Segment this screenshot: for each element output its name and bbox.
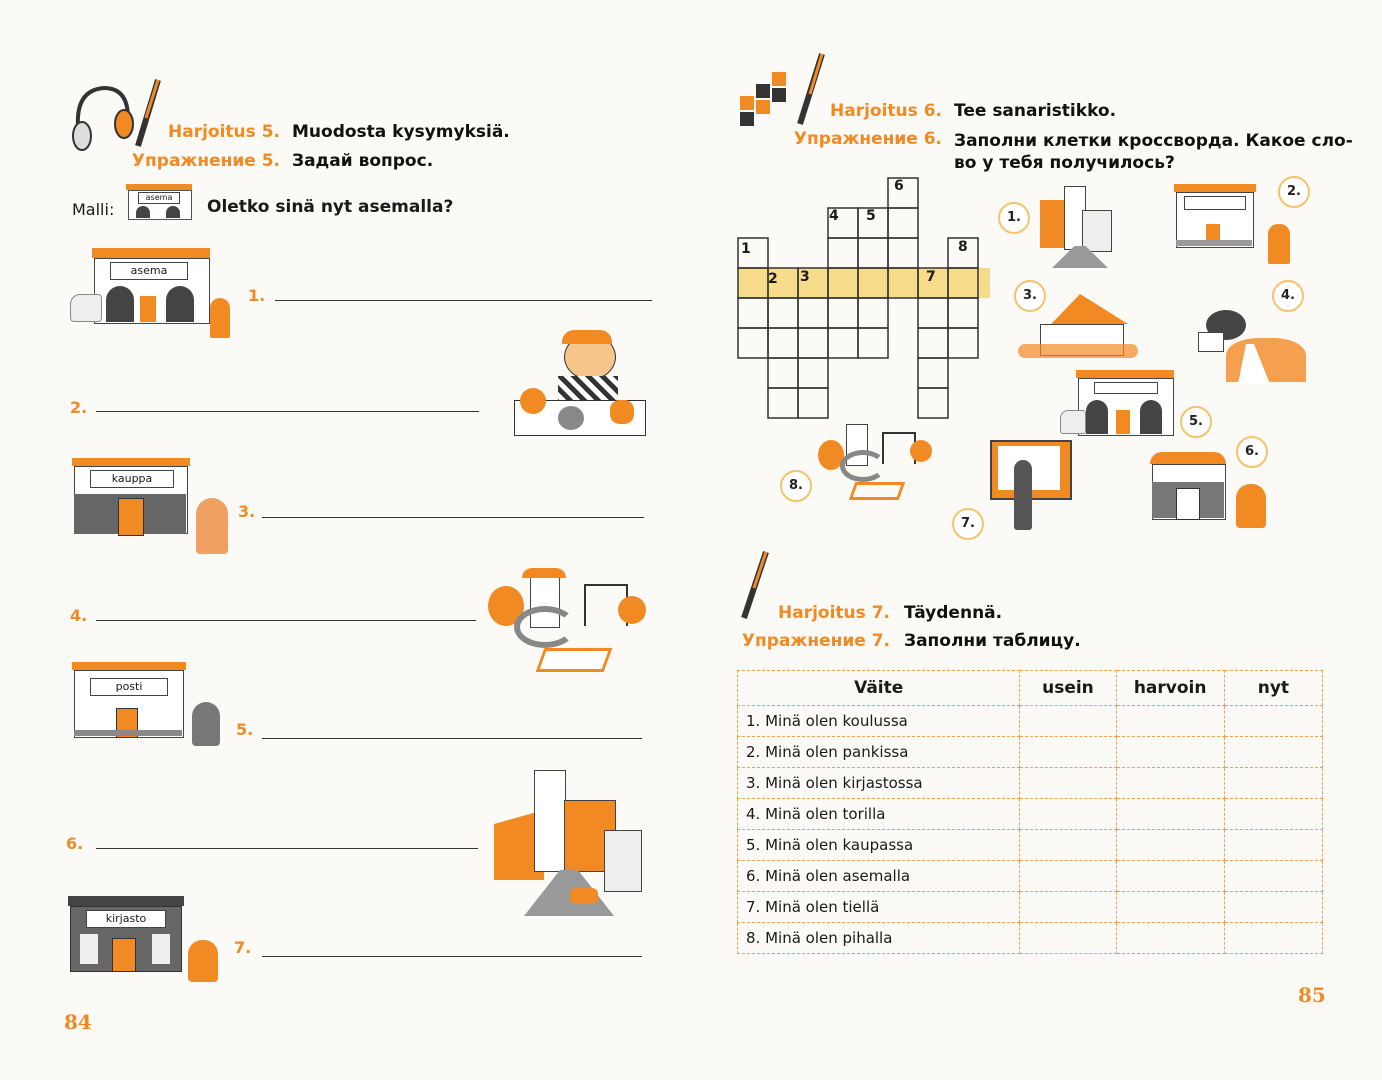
usein-cell[interactable] (1020, 892, 1116, 923)
nyt-cell[interactable] (1224, 892, 1322, 923)
crossword-playground-picture (818, 420, 934, 504)
statement-cell: 7. Minä olen tiellä (738, 892, 1020, 923)
table-row (738, 737, 1323, 768)
statement-cell: 6. Minä olen asemalla (738, 861, 1020, 892)
statement-cell: 3. Minä olen kirjastossa (738, 768, 1020, 799)
table-header-row (738, 671, 1323, 706)
item-number-2: 2. (70, 398, 88, 417)
statement-cell: 5. Minä olen kaupassa (738, 830, 1020, 861)
harvoin-cell[interactable] (1116, 799, 1224, 830)
picture-number-5: 5. (1180, 406, 1212, 438)
usein-cell[interactable] (1020, 768, 1116, 799)
harvoin-cell[interactable] (1116, 892, 1224, 923)
item-number-3: 3. (238, 502, 256, 521)
crossword-number-3: 3 (800, 269, 810, 285)
table-row (738, 706, 1323, 737)
crossword-road-picture (1196, 300, 1306, 384)
usein-cell[interactable] (1020, 923, 1116, 954)
header-usein: usein (1020, 671, 1116, 706)
picture-number-6: 6. (1236, 436, 1268, 468)
library-sign: kirjasto (86, 910, 166, 928)
page-number-right: 85 (1298, 983, 1326, 1007)
market-vendor-picture (514, 330, 644, 440)
picture-number-2: 2. (1278, 176, 1310, 208)
header-vaite: Väite (738, 671, 1020, 706)
usein-cell[interactable] (1020, 737, 1116, 768)
statement-table (737, 670, 1323, 954)
exercise5-fi-label: Harjoitus 5. (168, 122, 280, 142)
item-number-5: 5. (236, 720, 254, 739)
post-office-sign: posti (90, 678, 168, 696)
old-town-picture (494, 770, 644, 920)
exercise7-fi-label: Harjoitus 7. (778, 603, 890, 623)
item-number-4: 4. (70, 606, 88, 625)
harvoin-cell[interactable] (1116, 861, 1224, 892)
usein-cell[interactable] (1020, 830, 1116, 861)
statement-cell: 2. Minä olen pankissa (738, 737, 1020, 768)
answer-line-2[interactable] (96, 411, 479, 412)
picture-number-3: 3. (1014, 280, 1046, 312)
table-row (738, 923, 1323, 954)
playground-picture (488, 566, 648, 676)
exercise5-ru-label: Упражнение 5. (131, 151, 280, 171)
item-number-1: 1. (248, 286, 266, 305)
station-picture (70, 248, 220, 338)
crossword-station-picture (1060, 370, 1186, 436)
model-sign: asema (138, 192, 180, 204)
shop-sign: kauppa (90, 470, 174, 488)
table-row (738, 861, 1323, 892)
crossword-number-6: 6 (894, 178, 904, 194)
model-sentence: Oletko sinä nyt asemalla? (207, 197, 454, 217)
crossword-number-8: 8 (958, 239, 968, 255)
item-number-6: 6. (66, 834, 84, 853)
table-row (738, 768, 1323, 799)
model-station-picture (120, 184, 202, 220)
table-row (738, 830, 1323, 861)
exercise6-fi-text: Tee sanaristikko. (954, 101, 1117, 121)
picture-number-7: 7. (952, 508, 984, 540)
library-picture (68, 896, 234, 986)
statement-cell: 4. Minä olen torilla (738, 799, 1020, 830)
exercise5-fi-text: Muodosta kysymyksiä. (292, 122, 510, 142)
usein-cell[interactable] (1020, 799, 1116, 830)
exercise6-ru-text-1: Заполни клетки кроссворда. Какое сло- (954, 131, 1353, 151)
nyt-cell[interactable] (1224, 923, 1322, 954)
statement-cell: 8. Minä olen pihalla (738, 923, 1020, 954)
nyt-cell[interactable] (1224, 799, 1322, 830)
exercise5-ru-text: Задай вопрос. (292, 151, 434, 171)
harvoin-cell[interactable] (1116, 923, 1224, 954)
nyt-cell[interactable] (1224, 768, 1322, 799)
exercise7-ru-label: Упражнение 7. (741, 631, 890, 651)
table-row (738, 892, 1323, 923)
table-row (738, 799, 1323, 830)
harvoin-cell[interactable] (1116, 737, 1224, 768)
answer-line-6[interactable] (96, 848, 478, 849)
post-office-picture (72, 662, 236, 752)
station-sign: asema (110, 262, 188, 280)
item-number-7: 7. (234, 938, 252, 957)
crossword-town-picture (1032, 180, 1112, 270)
picture-number-1: 1. (998, 202, 1030, 234)
headphones-pen-icon (66, 78, 166, 158)
harvoin-cell[interactable] (1116, 830, 1224, 861)
nyt-cell[interactable] (1224, 830, 1322, 861)
exercise7-ru-text: Заполни таблицу. (904, 631, 1081, 651)
header-harvoin: harvoin (1116, 671, 1224, 706)
answer-line-7[interactable] (262, 956, 642, 957)
crossword-number-4: 4 (829, 208, 839, 224)
model-label: Malli: (72, 200, 115, 219)
answer-line-3[interactable] (262, 517, 644, 518)
header-nyt: nyt (1224, 671, 1322, 706)
crossword-number-7: 7 (926, 269, 936, 285)
shop-picture (72, 458, 236, 558)
exercise7-fi-text: Täydennä. (904, 603, 1003, 623)
picture-number-8: 8. (780, 470, 812, 502)
usein-cell[interactable] (1020, 861, 1116, 892)
exercise6-fi-label: Harjoitus 6. (830, 101, 942, 121)
page-number-left: 84 (64, 1010, 92, 1034)
answer-line-4[interactable] (96, 620, 476, 621)
nyt-cell[interactable] (1224, 861, 1322, 892)
exercise6-ru-label: Упражнение 6. (793, 129, 942, 149)
nyt-cell[interactable] (1224, 737, 1322, 768)
crossword-number-1: 1 (741, 241, 751, 257)
crossword-number-2: 2 (768, 271, 778, 287)
answer-line-1[interactable] (275, 300, 652, 301)
statement-cell: 1. Minä olen koulussa (738, 706, 1020, 737)
nyt-cell[interactable] (1224, 706, 1322, 737)
exercise6-ru-text-2: во у тебя получилось? (954, 153, 1175, 173)
harvoin-cell[interactable] (1116, 706, 1224, 737)
answer-line-5[interactable] (262, 738, 642, 739)
harvoin-cell[interactable] (1116, 768, 1224, 799)
picture-number-4: 4. (1272, 280, 1304, 312)
crossword-number-5: 5 (866, 208, 876, 224)
usein-cell[interactable] (1020, 706, 1116, 737)
crossword-school-picture (990, 440, 1070, 534)
